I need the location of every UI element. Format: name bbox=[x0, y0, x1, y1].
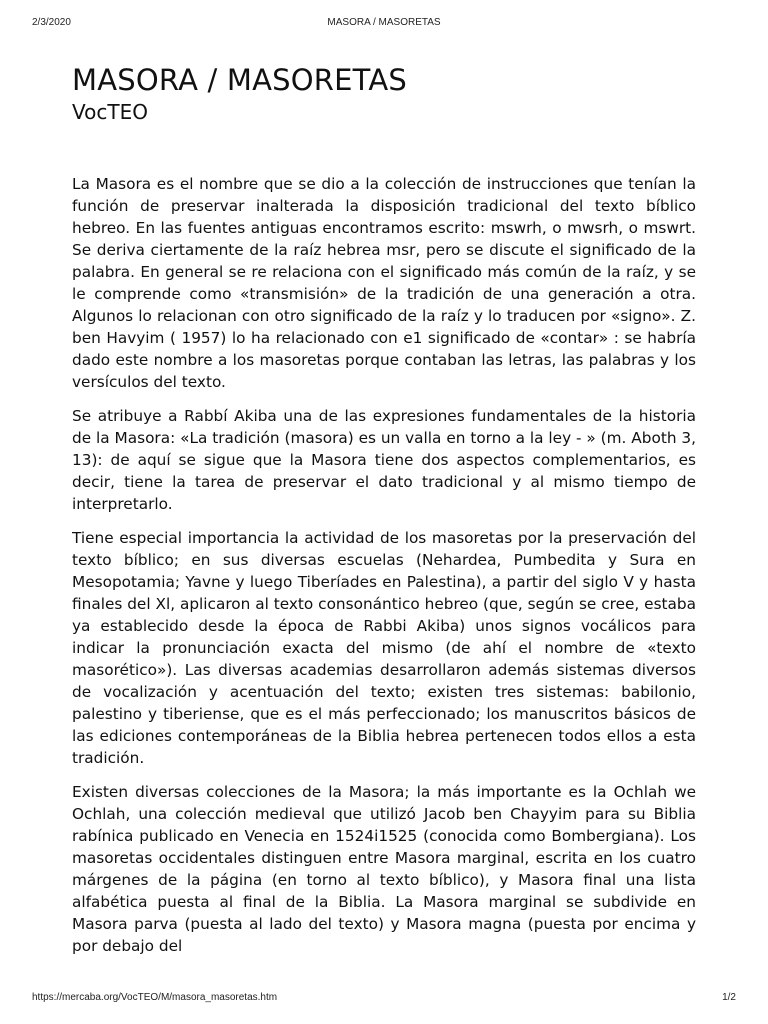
document-title: MASORA / MASORETAS bbox=[72, 63, 407, 97]
page-number: 1/2 bbox=[722, 992, 736, 1003]
paragraph: Existen diversas colecciones de la Masora; la más importante es la Ochlah we Ochlah, una colección medieval que utilizó Jacob ben Chayyim para su Biblia rabínica publicado en Venecia en 1524i1525 (conocida como Bombergiana). Los masoretas occidentales distinguen entre Masora marginal, escrita en los cuatro márgenes de la página (en torno al texto bíblico), y Masora final una lista alfabética puesta al final de la Biblia. La Masora marginal se subdivide en Masora parva (puesta al lado del texto) y Masora magna (puesta por encima y por debajo del bbox=[72, 783, 696, 955]
paragraph: La Masora es el nombre que se dio a la colección de instrucciones que tenían la función de preservar inalterada la disposición tradicional del texto bíblico hebreo. En las fuentes antiguas encontramos escrito: mswrh, o mwsrh, o mswrt. Se deriva ciertamente de la raíz hebrea msr, pero se discute el significado de la palabra. En general se re relaciona con el significado más común de la raíz, y se le comprende como «transmisión» de la tradición de una generación a otra. Algunos lo relacionan con otro significado de la raíz y lo traducen por «signo». Z. ben Havyim ( 1957) lo ha relacionado con e1 significado de «contar» : se habría dado este nombre a los masoretas porque contaban las letras, las palabras y los versículos del texto. bbox=[72, 175, 696, 391]
article-text bbox=[72, 173, 696, 957]
print-date: 2/3/2020 bbox=[32, 17, 71, 28]
document-subtitle: VocTEO bbox=[72, 100, 148, 124]
paragraph: Se atribuye a Rabbí Akiba una de las expresiones fundamentales de la historia de la Masora: «La tradición (masora) es un valla en torno a la ley - » (m. Aboth 3, 13): de aquí se sigue que la Masora tiene dos aspectos complementarios, es decir, tiene la tarea de preservar el dato tradicional y al mismo tiempo de interpretarlo. bbox=[72, 407, 696, 513]
source-url: https://mercaba.org/VocTEO/M/masora_masoretas.htm bbox=[32, 992, 278, 1003]
print-header bbox=[32, 17, 736, 31]
print-footer bbox=[32, 992, 736, 1006]
document-body bbox=[72, 62, 696, 990]
paragraph: Tiene especial importancia la actividad de los masoretas por la preservación del texto bíblico; en sus diversas escuelas (Nehardea, Pumbedita y Sura en Mesopotamia; Yavne y luego Tiberíades en Palestina), a partir del siglo V y hasta finales del Xl, aplicaron al texto consonántico hebreo (que, según se cree, estaba ya establecido desde la época de Rabbi Akiba) unos signos vocálicos para indicar la pronunciación exacta del mismo (de ahí el nombre de «texto masorético»). Las diversas academias desarrollaron además sistemas diversos de vocalización y acentuación del texto; existen tres sistemas: babilonio, palestino y tiberiense, que es el más perfeccionado; los manuscritos básicos de las ediciones contemporáneas de la Biblia hebrea pertenecen todos ellos a esta tradición. bbox=[72, 529, 696, 767]
print-page-title: MASORA / MASORETAS bbox=[327, 17, 441, 28]
